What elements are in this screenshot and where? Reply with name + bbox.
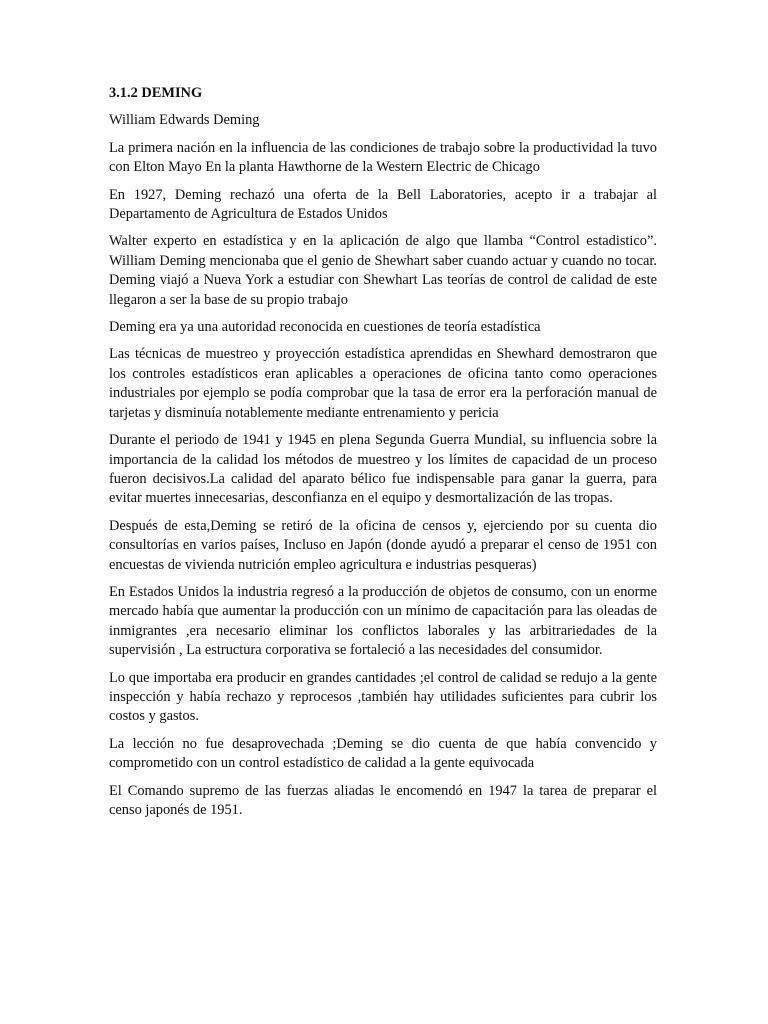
paragraph: El Comando supremo de las fuerzas aliadas le encomendó en 1947 la tarea de preparar el censo japonés de 1951.	[109, 782, 657, 818]
author-name: William Edwards Deming	[109, 112, 260, 129]
paragraph: La primera nación en la influencia de las condiciones de trabajo sobre la productividad la tuvo con Elton Mayo En la planta Hawthorne de la Western Electric de Chicago	[109, 139, 657, 176]
paragraph: Walter experto en estadística y en la aplicación de algo que llamba “Control estadistico”. William Deming mencionaba que el genio de Shewhart saber cuando actuar y cuando no tocar. Deming viajó a Nueva York a estudiar con Shewhart Las teorías de control de calidad de este llegaron a ser la base de su propio trabajo	[109, 233, 657, 308]
paragraph: Lo que importaba era producir en grandes cantidades ;el control de calidad se redujo a la gente inspección y había rechazo y reprocesos ,también hay utilidades suficientes para cubrir los costos y gastos.	[109, 669, 657, 725]
paragraph: En Estados Unidos la industria regresó a la producción de objetos de consumo, con un enorme mercado había que aumentar la producción con un mínimo de capacitación para las oleadas de inmigrantes ,era necesario eliminar los conflictos laborales y las arbitrariedades de la supervisión , La estructura corporativa se fortaleció a las necesidades del consumidor.	[109, 583, 657, 659]
paragraph: La lección no fue desaprovechada ;Deming se dio cuenta de que había convencido y comprometido con un control estadístico de calidad a la gente equivocada	[109, 735, 657, 772]
paragraph: Durante el periodo de 1941 y 1945 en plena Segunda Guerra Mundial, su influencia sobre la importancia de la calidad los métodos de muestreo y los límites de capacidad de un proceso fueron decisivos.La calidad del aparato bélico fue indispensable para ganar la guerra, para evitar muertes innecesarias, desconfianza en el equipo y desmortalización de las tropas.	[109, 432, 657, 507]
paragraph: Las técnicas de muestreo y proyección estadística aprendidas en Shewhard demostraron que los controles estadísticos eran aplicables a operaciones de oficina tanto como operaciones industriales por ejemplo se podía comprobar que la tasa de error era la perforación manual de tarjetas y disminuía notablemente mediante entrenamiento y pericia	[109, 346, 657, 421]
paragraph: Deming era ya una autoridad reconocida en cuestiones de teoría estadística	[109, 319, 541, 336]
paragraph: Después de esta,Deming se retiró de la oficina de censos y, ejerciendo por su cuenta dio consultorías en varios países, Incluso en Japón (donde ayudó a preparar el censo de 1951 con encuestas de vivienda nutrición empleo agricultura e industrias pesqueras)	[109, 517, 657, 573]
paragraph: En 1927, Deming rechazó una oferta de la Bell Laboratories, acepto ir a trabajar al Departamento de Agricultura de Estados Unidos	[109, 186, 657, 223]
section-heading: 3.1.2 DEMING	[109, 85, 203, 101]
document-page	[109, 84, 657, 828]
